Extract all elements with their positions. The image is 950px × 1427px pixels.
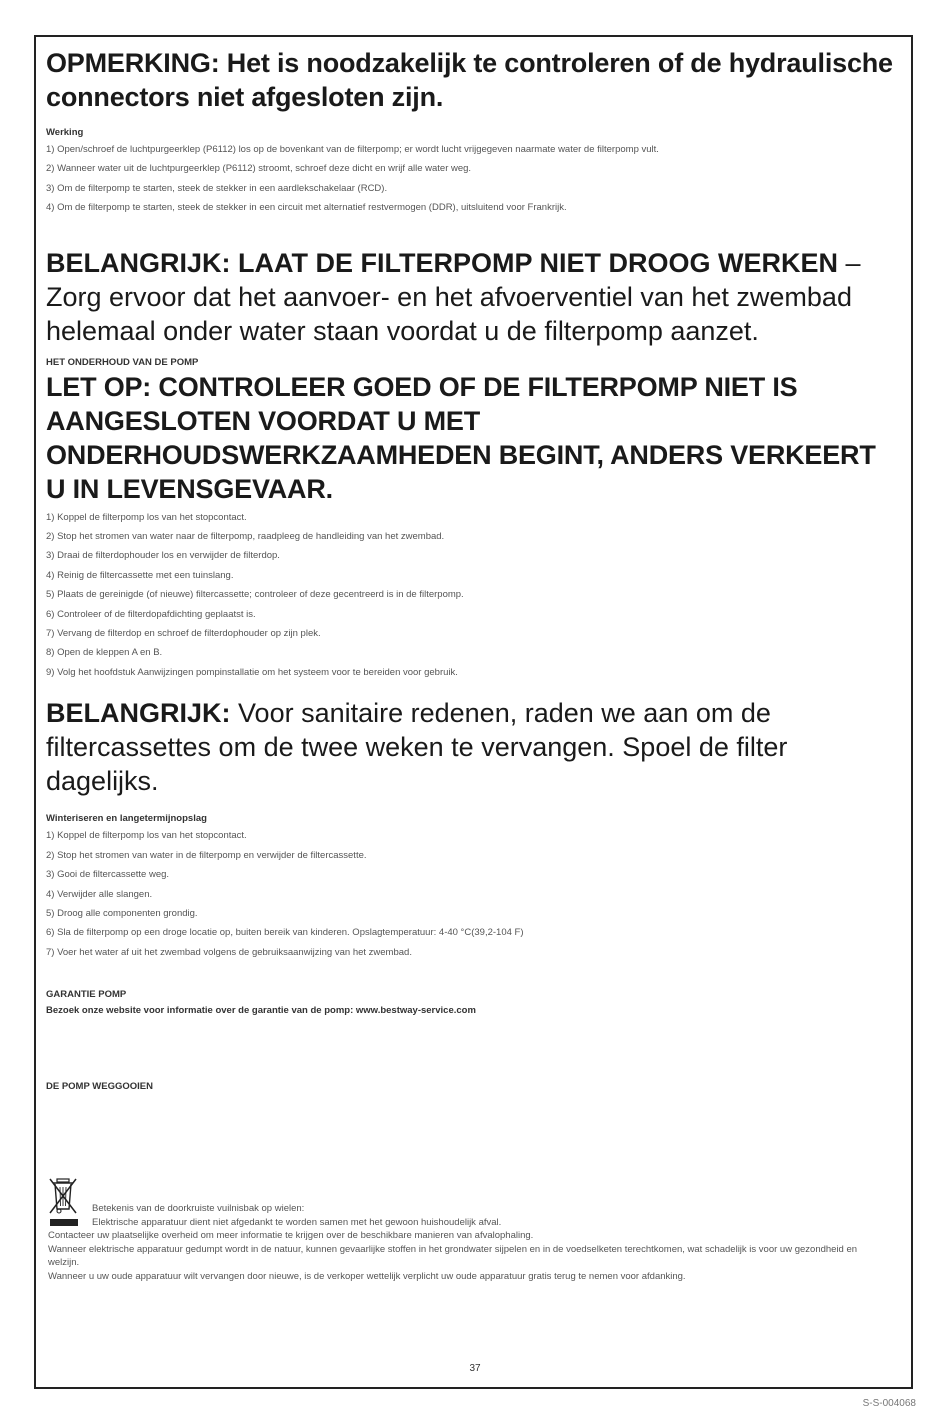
important-sanitary [46, 696, 896, 798]
winter-heading: Winteriseren en langetermijnopslag [46, 813, 207, 825]
note-title: OPMERKING: Het is noodzakelijk te controleren of de hydraulische connectors niet afgesloten zijn. [46, 48, 893, 112]
list-item: 5) Plaats de gereinigde (of nieuwe) filtercassette; controleer of deze gecentreerd is in de filterpomp. [46, 589, 464, 601]
warranty-text: Bezoek onze website voor informatie over de garantie van de pomp: www.bestway-service.com [46, 1005, 476, 1017]
list-item: 2) Stop het stromen van water naar de filterpomp, raadpleeg de handleiding van het zwembad. [46, 531, 445, 543]
list-item: 1) Open/schroef de luchtpurgeerklep (P6112) los op de bovenkant van de filterpomp; er wordt lucht vrijgegeven naarmate water de filterpomp vult. [46, 144, 659, 155]
list-item: 3) Om de filterpomp te starten, steek de stekker in een aardlekschakelaar (RCD). [46, 182, 388, 194]
maintenance-heading: HET ONDERHOUD VAN DE POMP [46, 356, 199, 368]
winter-steps [46, 826, 896, 962]
list-item: 5) Droog alle componenten grondig. [46, 907, 198, 919]
important-sanitary-text: Voor sanitaire redenen, raden we aan om de filtercassettes om de twee weken te vervangen. Spoel de filter dagelijks. [46, 698, 788, 797]
list-item: 7) Vervang de filterdop en schroef de filterdophouder op zijn plek. [46, 628, 321, 640]
disposal-line: Elektrische apparatuur dient niet afgedankt te worden samen met het gewoon huishoudelijk afval. [92, 1216, 502, 1228]
list-item: 6) Sla de filterpomp op een droge locatie op, buiten bereik van kinderen. Opslagtemperatuur: 4-40 °C(39,2-104 F) [46, 927, 524, 939]
list-item: 8) Open de kleppen A en B. [46, 647, 163, 659]
important-dry-run-label: BELANGRIJK: LAAT DE FILTERPOMP NIET DROOG WERKEN [46, 247, 839, 278]
important-dry-run-text: – Zorg ervoor dat het aanvoer- en het afvoerventiel van het zwembad helemaal onder water staan voordat u de filterpomp aanzet. [46, 247, 861, 346]
disposal-heading: DE POMP WEGGOOIEN [46, 1081, 153, 1093]
page-content [46, 46, 896, 1094]
document-code: S-S-004068 [862, 1398, 916, 1409]
important-sanitary-label: BELANGRIJK: [46, 698, 231, 729]
disposal-line: Betekenis van de doorkruiste vuilnisbak op wielen: [92, 1203, 305, 1214]
maintenance-warning: LET OP: CONTROLEER GOED OF DE FILTERPOMP NIET IS AANGESLOTEN VOORDAT U MET ONDERHOUDSWERKZAAMHEDEN BEGINT, ANDERS VERKEERT U IN LEVENSGEVAAR. [46, 371, 876, 504]
list-item: 4) Reinig de filtercassette met een tuinslang. [46, 569, 234, 581]
disposal-note: Wanneer u uw oude apparatuur wilt vervangen door nieuwe, is de verkoper wettelijk verplicht uw oude apparatuur gratis terug te nemen voor afdanking. [48, 1270, 686, 1282]
disposal-explanation [92, 1203, 882, 1229]
list-item: 1) Koppel de filterpomp los van het stopcontact. [46, 830, 247, 842]
disposal-note: Wanneer elektrische apparatuur gedumpt wordt in de natuur, kunnen gevaarlijke stoffen in het grondwater sijpelen en in de voedselketen terechtkomen, wat schadelijk is voor uw gezondheid en welzijn. [48, 1243, 858, 1268]
page-number: 37 [469, 1363, 481, 1374]
werking-steps [46, 140, 896, 218]
werking-heading: Werking [46, 127, 84, 138]
list-item: 6) Controleer of de filterdopafdichting geplaatst is. [46, 608, 256, 620]
list-item: 7) Voer het water af uit het zwembad volgens de gebruiksaanwijzing van het zwembad. [46, 946, 412, 958]
list-item: 1) Koppel de filterpomp los van het stopcontact. [46, 511, 247, 523]
list-item: 2) Stop het stromen van water in de filterpomp en verwijder de filtercassette. [46, 849, 367, 861]
disposal-notes [48, 1229, 888, 1283]
list-item: 3) Draai de filterdophouder los en verwijder de filterdop. [46, 550, 280, 562]
maintenance-steps [46, 508, 896, 683]
important-dry-run [46, 246, 896, 348]
list-item: 9) Volg het hoofdstuk Aanwijzingen pompinstallatie om het systeem voor te bereiden voor gebruik. [46, 666, 458, 678]
list-item: 2) Wanneer water uit de luchtpurgeerklep (P6112) stroomt, schroef deze dicht en wrijf alle water weg. [46, 163, 472, 175]
disposal-note: Contacteer uw plaatselijke overheid om meer informatie te krijgen over de beschikbare manieren van afvalophaling. [48, 1230, 534, 1241]
list-item: 4) Om de filterpomp te starten, steek de stekker in een circuit met alternatief restvermogen (DDR), uitsluitend voor Frankrijk. [46, 202, 567, 214]
crossed-bin-icon [48, 1177, 78, 1227]
list-item: 3) Gooi de filtercassette weg. [46, 869, 170, 881]
list-item: 4) Verwijder alle slangen. [46, 888, 153, 900]
warranty-heading: GARANTIE POMP [46, 989, 127, 1001]
